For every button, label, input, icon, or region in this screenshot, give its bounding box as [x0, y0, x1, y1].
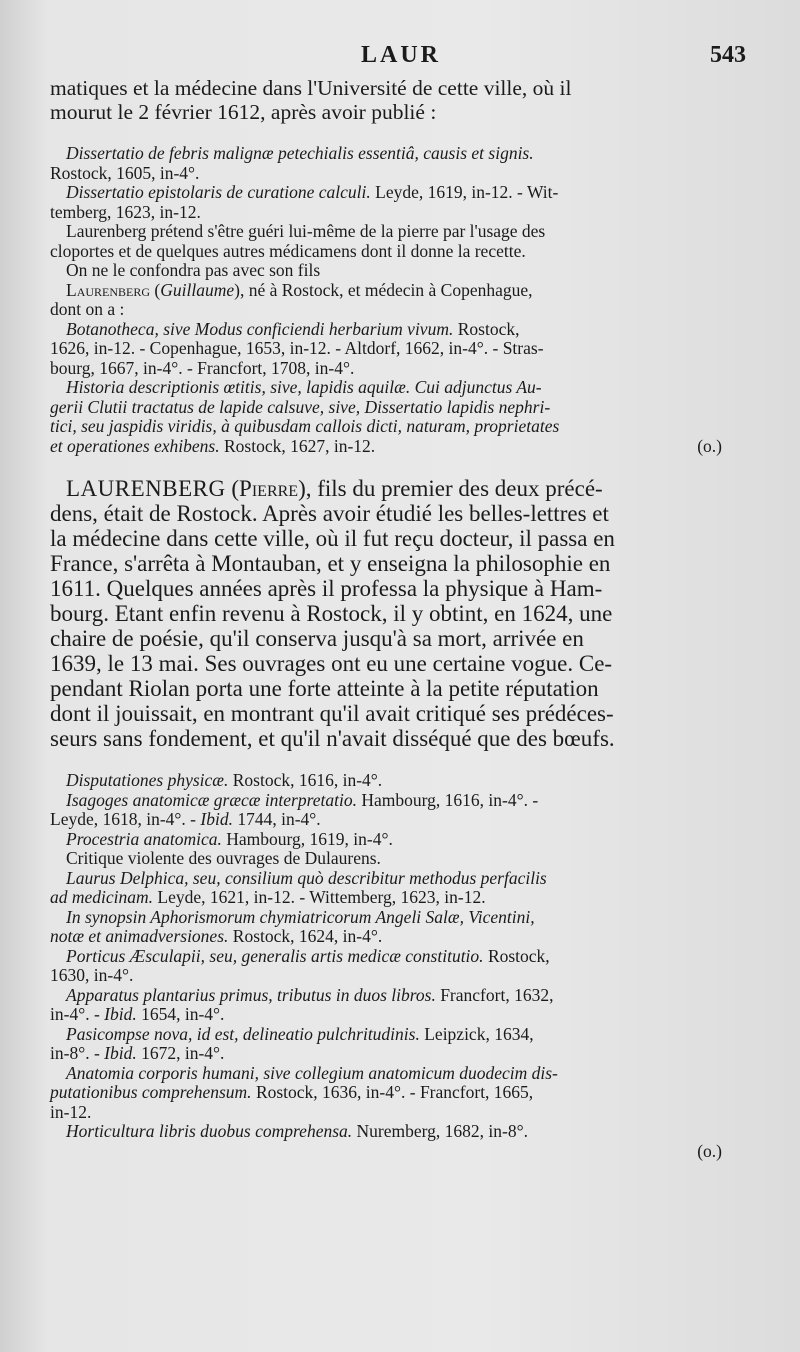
bib-title: notæ et animadversiones. — [50, 926, 229, 946]
sub-entry-heading: Laurenberg (Guillaume), né à Rostock, et médecin à Copenhague, — [66, 279, 533, 300]
bib-imprint: Rostock, 1616, in-4°. — [228, 770, 383, 790]
bib-title: Disputationes physicæ. — [66, 770, 229, 790]
bib-title: Horticultura libris duobus comprehensa. — [66, 1121, 353, 1141]
bib-line — [50, 771, 752, 791]
main-entry — [50, 476, 752, 751]
text-line: ), fils du premier des deux précé- — [298, 476, 603, 501]
bib-line — [50, 1103, 752, 1123]
text-line: 1611. Quelques années après il professa la physique à Ham- — [50, 576, 603, 601]
bib-line — [50, 1064, 752, 1084]
bib-title: et operationes exhibens. — [50, 435, 220, 456]
bib-line — [50, 966, 752, 986]
bib-imprint: Leyde, 1619, in-12. - Wit- — [370, 182, 559, 202]
author-signature: (o.) — [697, 435, 722, 456]
bib-imprint: Nuremberg, 1682, in-8°. — [352, 1121, 528, 1141]
text-line: 1639, le 13 mai. Ses ouvrages ont eu une certaine vogue. Ce- — [50, 651, 613, 676]
bib-line — [50, 1044, 752, 1064]
bib-imprint: Critique violente des ouvrages de Dulaurens. — [66, 848, 381, 868]
page-number: 543 — [710, 42, 746, 68]
bib-imprint: 1626, in-12. - Copenhague, 1653, in-12. - Altdorf, 1662, in-4°. - Stras- — [50, 338, 544, 358]
text-line: bourg. Etant enfin revenu à Rostock, il y obtint, en 1624, une — [50, 601, 613, 626]
sub-entry-name: Laurenberg — [66, 279, 151, 300]
bib-title: Dissertatio de febris malignæ petechialis essentiâ, causis et signis. — [66, 143, 534, 163]
bib-title: tici, seu jaspidis viridis, à quibusdam callois dicti, naturam, proprietates — [50, 416, 560, 436]
bib-title: Pasicompse nova, id est, delineatio pulchritudinis. — [66, 1023, 420, 1044]
text-line: France, s'arrêta à Montauban, et y enseigna la philosophie en — [50, 551, 611, 576]
bib-line — [50, 791, 752, 811]
running-title: LAUR — [360, 42, 441, 68]
bib-line — [50, 986, 752, 1006]
bib-imprint: Rostock, 1636, in-4°. - Francfort, 1665, — [251, 1082, 534, 1102]
bib-imprint: in-8°. - — [50, 1043, 105, 1063]
bib-imprint: bourg, 1667, in-4°. - Francfort, 1708, in-4°. — [50, 357, 355, 378]
bib-line — [50, 1083, 752, 1103]
sub-entry-text: dont on a : — [50, 299, 125, 319]
sub-entry-text: ), né à Rostock, et médecin à Copenhague, — [234, 279, 533, 300]
bib-title: Isagoges anatomicæ græcæ interpretatio. — [66, 789, 358, 810]
author-signature: (o.) — [697, 1140, 722, 1161]
bib-entry — [50, 144, 752, 164]
bibliography-2 — [50, 771, 752, 1142]
text-line: la médecine dans cette ville, où il fut reçu docteur, il passa en — [50, 526, 615, 551]
bibliography-1 — [50, 144, 752, 456]
bib-title: Dissertatio epistolaris de curatione calculi. — [66, 182, 371, 202]
bib-ibid: Ibid. — [200, 809, 233, 829]
bib-entry — [50, 320, 752, 340]
entry-given-name: Pierre — [239, 476, 299, 501]
bib-entry — [50, 437, 752, 457]
text-line: chaire de poésie, qu'il conserva jusqu'à sa mort, arrivée en — [50, 626, 584, 651]
bib-title: Porticus Æsculapii, seu, generalis artis medicæ constitutio. — [66, 945, 484, 966]
bib-imprint: temberg, 1623, in-12. — [50, 201, 201, 222]
bib-imprint: in-4°. - — [50, 1004, 105, 1024]
bib-imprint: Leyde, 1621, in-12. - Wittemberg, 1623, in-12. — [153, 887, 486, 907]
bib-line — [50, 1025, 752, 1045]
bib-title: Laurus Delphica, seu, consilium quò describitur methodus perfacilis — [66, 867, 547, 888]
text-line: dont il jouissait, en montrant qu'il avait critiqué ses prédéces- — [50, 701, 614, 726]
note-line: On ne le confondra pas avec son fils — [66, 260, 321, 280]
bib-imprint: Leyde, 1618, in-4°. - — [50, 809, 201, 829]
bib-imprint: 1744, in-4°. — [232, 809, 321, 829]
bib-line — [50, 1122, 752, 1142]
bib-imprint: Hambourg, 1616, in-4°. - — [357, 789, 539, 810]
bib-line — [50, 888, 752, 908]
bib-title: putationibus comprehensum. — [50, 1082, 252, 1102]
bib-title: Anatomia corporis humani, sive collegium anatomicum duodecim dis- — [66, 1062, 558, 1083]
running-head — [50, 42, 752, 76]
entry-headword: LAURENBERG — [66, 476, 226, 501]
sub-entry-given: Guillaume — [160, 279, 235, 300]
signature-row — [50, 1142, 752, 1162]
bib-title: ad medicinam. — [50, 887, 154, 907]
bib-entry — [50, 183, 752, 203]
bib-imprint: Rostock, — [483, 945, 550, 966]
bib-imprint: Rostock, 1605, in-4°. — [50, 162, 200, 183]
text-line: dens, était de Rostock. Après avoir étudié les belles-lettres et — [50, 501, 609, 526]
bib-title: Botanotheca, sive Modus conficiendi herbarium vivum. — [66, 318, 454, 339]
bib-imprint: Leipzick, 1634, — [419, 1023, 534, 1044]
bib-imprint: 1672, in-4°. — [136, 1043, 225, 1063]
entry-first-line: LAURENBERG (Pierre), fils du premier des deux précé- — [66, 476, 603, 501]
text-line: pendant Riolan porta une forte atteinte à la petite réputation — [50, 676, 599, 701]
bib-title: Historia descriptionis œtitis, sive, lapidis aquilæ. Cui adjunctus Au- — [66, 377, 542, 397]
text-line: mourut le 2 février 1612, après avoir publié : — [50, 100, 437, 124]
bib-imprint: Rostock, — [453, 318, 520, 339]
note-line: cloportes et de quelques autres médicamens dont il donne la recette. — [50, 240, 526, 261]
bib-line — [50, 869, 752, 889]
bib-line — [50, 927, 752, 947]
bib-imprint: Francfort, 1632, — [435, 984, 554, 1005]
note-line: Laurenberg prétend s'être guéri lui-même de la pierre par l'usage des — [66, 221, 546, 241]
bib-ibid: Ibid. — [104, 1004, 137, 1024]
bib-imprint: Rostock, 1627, in-12. — [219, 435, 376, 456]
bib-title: In synopsin Aphorismorum chymiatricorum Angeli Salæ, Vicentini, — [66, 906, 535, 927]
bib-imprint: 1630, in-4°. — [50, 965, 134, 985]
bib-imprint: 1654, in-4°. — [136, 1004, 225, 1024]
bib-line — [50, 810, 752, 830]
bib-imprint: Hambourg, 1619, in-4°. — [221, 828, 393, 849]
bib-title: gerii Clutii tractatus de lapide calsuve, sive, Dissertatio lapidis nephri- — [50, 396, 551, 417]
intro-paragraph — [50, 76, 752, 124]
bib-line — [50, 1005, 752, 1025]
bib-line — [50, 908, 752, 928]
text-line: seurs sans fondement, et qu'il n'avait disséqué que des bœufs. — [50, 726, 615, 751]
bib-line — [50, 849, 752, 869]
bib-ibid: Ibid. — [104, 1043, 137, 1063]
bib-imprint: Rostock, 1624, in-4°. — [228, 926, 383, 946]
bib-line — [50, 830, 752, 850]
bib-line — [50, 947, 752, 967]
bib-title: Procestria anatomica. — [66, 828, 222, 849]
text-line: matiques et la médecine dans l'Université de cette ville, où il — [50, 76, 572, 100]
bib-title: Apparatus plantarius primus, tributus in duos libros. — [66, 984, 436, 1005]
bib-imprint: in-12. — [50, 1101, 92, 1122]
